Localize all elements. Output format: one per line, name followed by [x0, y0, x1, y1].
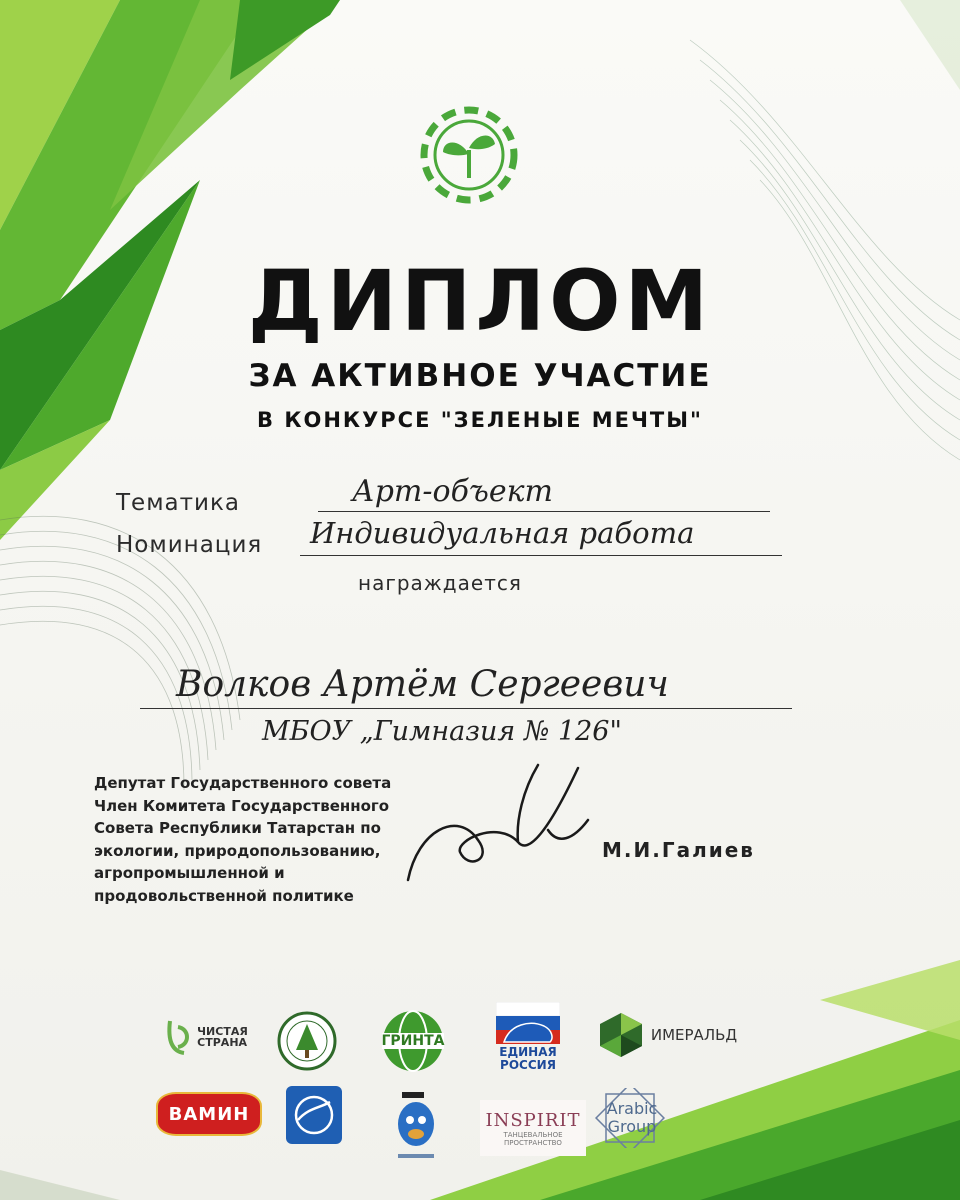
united-russia-text-line1: ЕДИНАЯ	[499, 1045, 557, 1059]
vamin-logo	[156, 1092, 262, 1136]
united-russia-logo	[492, 996, 564, 1078]
recipient-school: МБОУ „Гимназия № 126"	[262, 716, 622, 747]
inspirit-subtitle-line1: ТАНЦЕВАЛЬНОЕ	[503, 1130, 563, 1139]
blue-globe-logo	[286, 1086, 342, 1144]
signatory-position-line: Депутат Государственного совета	[94, 774, 392, 792]
recipient-underline	[140, 708, 792, 709]
inspirit-logo	[480, 1100, 586, 1156]
arabic-group-logo	[592, 1088, 672, 1148]
theme-underline	[318, 511, 770, 512]
grinta-logo	[378, 1008, 448, 1074]
theme-label: Тематика	[116, 490, 240, 516]
united-russia-text-line2: РОССИЯ	[500, 1058, 556, 1072]
arabic-group-wordmark	[607, 1100, 658, 1136]
nomination-label: Номинация	[116, 532, 263, 558]
signatory-position-line: Член Комитета Государственного	[94, 796, 390, 815]
diploma-subtitle-participation: ЗА АКТИВНОЕ УЧАСТИЕ	[248, 358, 712, 394]
inspirit-subtitle-line2: ПРОСТРАНСТВО	[504, 1138, 562, 1147]
signature-mark	[398, 760, 598, 900]
chistaya-strana-icon	[164, 1017, 194, 1057]
inspirit-text: INSPIRIT	[485, 1109, 581, 1131]
mascot-logo	[380, 1090, 452, 1162]
recipient-name: Волков Артём Сергеевич	[176, 664, 669, 705]
emerald-text: ИМЕРАЛЬД	[650, 1026, 738, 1044]
arabic-group-text-line2: Group	[607, 1117, 657, 1136]
theme-value: Арт-объект	[352, 474, 553, 509]
diploma-subtitle-contest: В КОНКУРСЕ "ЗЕЛЕНЫЕ МЕЧТЫ"	[257, 408, 703, 432]
bear-flag-icon	[496, 1002, 560, 1046]
chistaya-strana-logo	[160, 1012, 252, 1062]
nomination-value: Индивидуальная работа	[310, 516, 695, 550]
nomination-underline	[300, 555, 782, 556]
diploma-title: ДИПЛОМ	[247, 252, 713, 350]
emerald-logo	[588, 1010, 748, 1060]
emerald-gem-icon	[599, 1012, 643, 1058]
signatory-name: М.И.Галиев	[602, 838, 755, 862]
signatory-position-line: агропромышленной и	[94, 864, 285, 882]
signatory-position-line: продовольственной политике	[94, 886, 354, 905]
arabic-group-text-line1: Arabic	[606, 1099, 658, 1118]
chistaya-strana-text: ЧИСТАЯ СТРАНА	[197, 1025, 248, 1049]
vamin-text: ВАМИН	[168, 1103, 250, 1125]
signatory-position	[94, 772, 424, 907]
awarded-text: награждается	[358, 571, 522, 595]
signatory-position-line: Совета Республики Татарстан по	[94, 819, 381, 837]
gear-with-sprout-icon	[396, 96, 542, 214]
signatory-position-line: экологии, природопользованию,	[94, 841, 381, 860]
grinta-text: ГРИНТА	[381, 1033, 445, 1049]
forestry-emblem-logo	[274, 1010, 340, 1072]
